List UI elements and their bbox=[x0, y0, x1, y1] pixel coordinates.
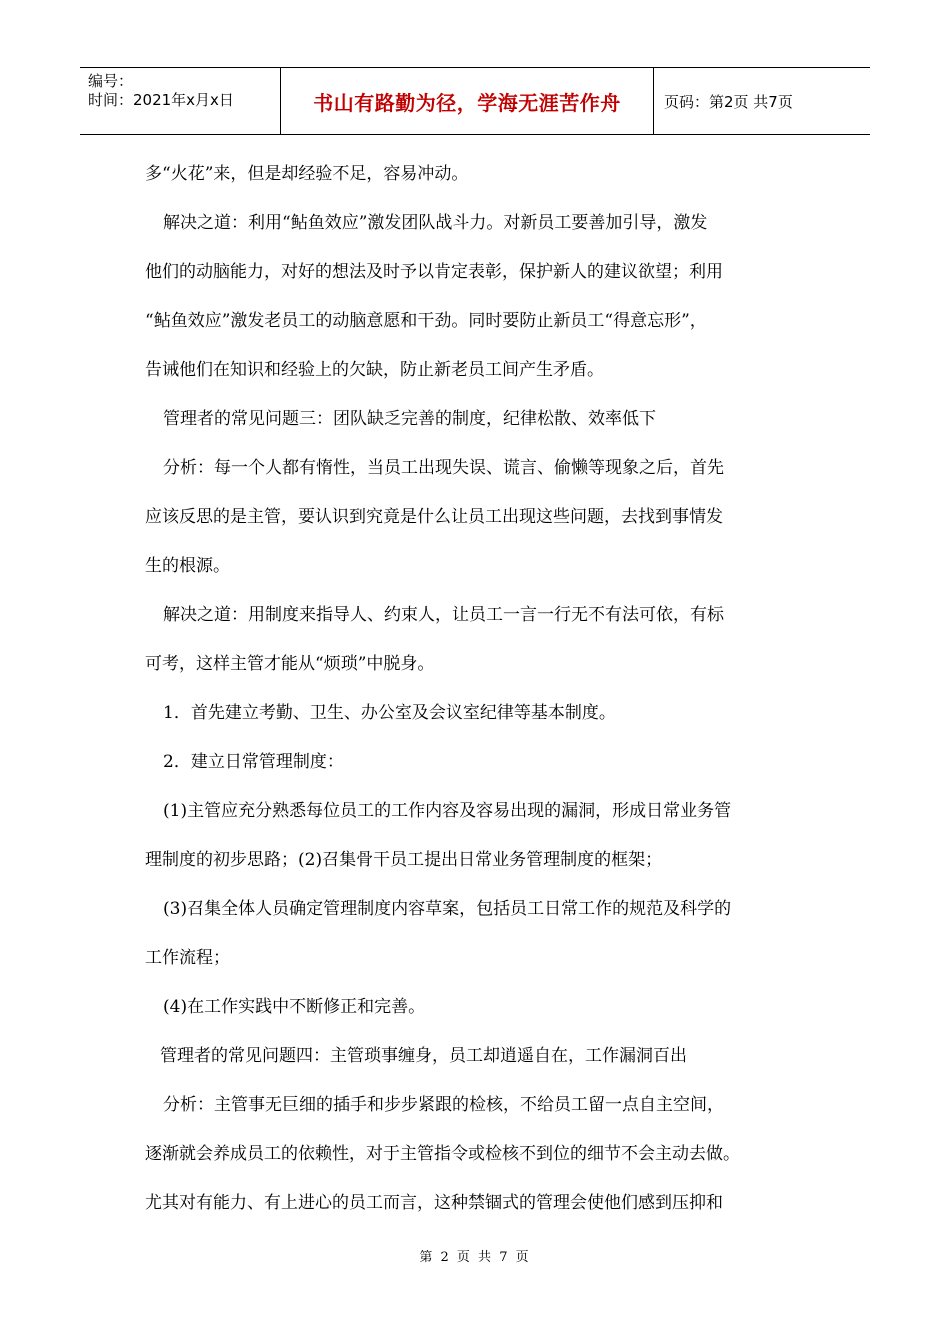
paragraph-line: 理制度的初步思路；(2)召集骨干员工提出日常业务管理制度的框架； bbox=[145, 850, 663, 870]
paragraph-line: 逐渐就会养成员工的依赖性，对于主管指令或检核不到位的细节不会主动去做。 bbox=[145, 1144, 740, 1164]
paragraph-line: “鲇鱼效应”激发老员工的动脑意愿和干劲。同时要防止新员工“得意忘形”， bbox=[145, 311, 707, 331]
paragraph-line: 他们的动脑能力，对好的想法及时予以肯定表彰，保护新人的建议欲望；利用 bbox=[145, 262, 723, 282]
list-item: (3)召集全体人员确定管理制度内容草案，包括员工日常工作的规范及科学的 bbox=[163, 899, 732, 919]
header-motto: 书山有路勤为径，学海无涯苦作舟 bbox=[281, 68, 654, 134]
time-label: 时间：2021年x月x日 bbox=[88, 91, 234, 109]
paragraph-line: 解决之道：用制度来指导人、约束人，让员工一言一行无不有法可依，有标 bbox=[163, 605, 724, 625]
paragraph-line: 可考，这样主管才能从“烦琐”中脱身。 bbox=[145, 654, 435, 674]
paragraph-line: 生的根源。 bbox=[145, 556, 230, 576]
paragraph-line: 解决之道：利用“鲇鱼效应”激发团队战斗力。对新员工要善加引导，激发 bbox=[163, 213, 708, 233]
page-footer: 第 2 页 共 7 页 bbox=[419, 1250, 531, 1265]
serial-label: 编号： bbox=[88, 72, 134, 90]
paragraph-line: 多“火花”来，但是却经验不足，容易冲动。 bbox=[145, 164, 469, 184]
list-item: (1)主管应充分熟悉每位员工的工作内容及容易出现的漏洞，形成日常业务管 bbox=[163, 801, 732, 821]
header-meta bbox=[80, 68, 281, 134]
paragraph-line: 工作流程； bbox=[145, 948, 230, 968]
paragraph-line: 分析：每一个人都有惰性，当员工出现失误、谎言、偷懒等现象之后，首先 bbox=[163, 458, 724, 478]
paragraph-line: 分析：主管事无巨细的插手和步步紧跟的检核，不给员工留一点自主空间， bbox=[163, 1095, 724, 1115]
paragraph-line: 应该反思的是主管，要认识到究竟是什么让员工出现这些问题，去找到事情发 bbox=[145, 507, 723, 527]
list-item: 2．建立日常管理制度： bbox=[163, 752, 344, 772]
document-body bbox=[145, 150, 830, 1228]
header-page-label: 页码：第2页 共7页 bbox=[664, 92, 793, 111]
section-heading: 管理者的常见问题三：团队缺乏完善的制度，纪律松散、效率低下 bbox=[163, 409, 656, 429]
paragraph-line: 告诫他们在知识和经验上的欠缺，防止新老员工间产生矛盾。 bbox=[145, 360, 604, 380]
page-header bbox=[80, 67, 870, 135]
list-item: 1．首先建立考勤、卫生、办公室及会议室纪律等基本制度。 bbox=[163, 703, 616, 723]
paragraph-line: 尤其对有能力、有上进心的员工而言，这种禁锢式的管理会使他们感到压抑和 bbox=[145, 1193, 723, 1213]
section-heading: 管理者的常见问题四：主管琐事缠身，员工却逍遥自在，工作漏洞百出 bbox=[160, 1046, 687, 1066]
list-item: (4)在工作实践中不断修正和完善。 bbox=[163, 997, 426, 1017]
